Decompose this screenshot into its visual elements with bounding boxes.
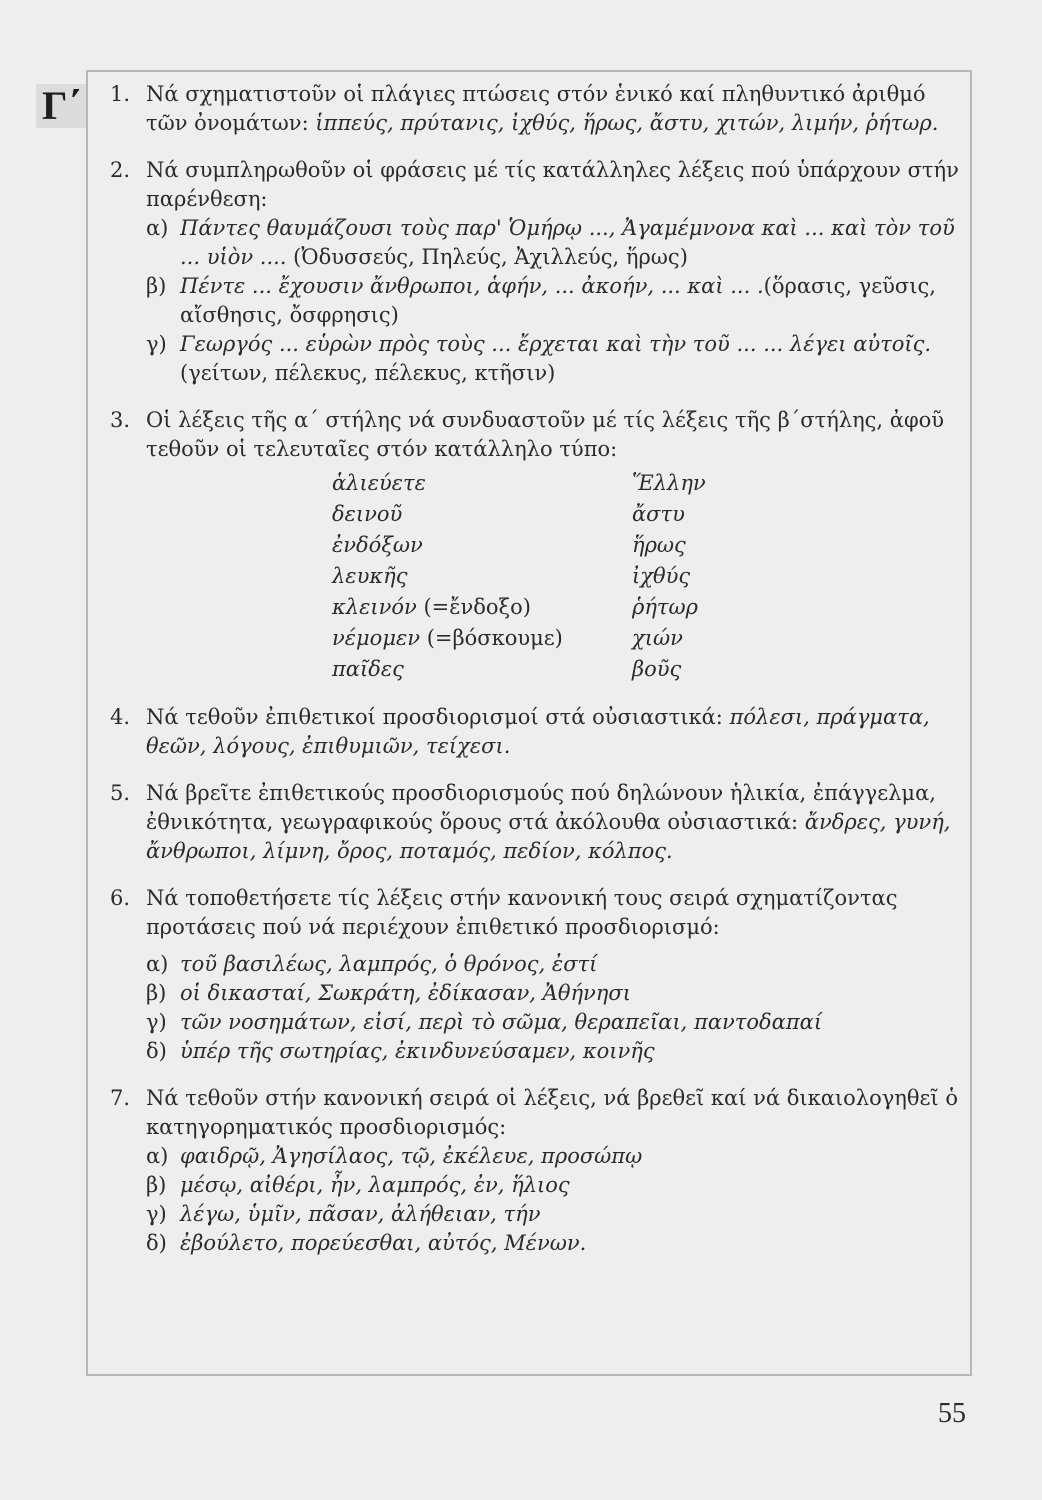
sub-item-label: δ) bbox=[146, 1039, 167, 1063]
sentence: Γεωργός ... εὑρὼν πρὸς τοὺς ... ἔρχεται καὶ τὴν τοῦ ... ... λέγει αὐτοῖς. bbox=[180, 332, 932, 356]
column-b-word: ἥρως bbox=[632, 533, 686, 557]
word-sequence: φαιδρῷ, Ἀγησίλαος, τῷ, ἐκέλευε, προσώπῳ bbox=[180, 1144, 643, 1168]
exercise-number: 5. bbox=[110, 781, 131, 805]
word-sequence: λέγω, ὑμῖν, πᾶσαν, ἀλήθειαν, τήν bbox=[180, 1202, 541, 1226]
sub-item bbox=[146, 950, 962, 979]
column-a-word: δεινοῦ bbox=[332, 502, 403, 526]
instruction: Νά βρεῖτε ἐπιθετικούς προσδιορισμούς πού δηλώνουν ἡλικία, ἐπάγγελμα, ἐθνικότητα, γεωγραφικούς ὅρους στά ἀκόλουθα οὐσιαστικά: bbox=[146, 781, 936, 834]
word-sequence: τοῦ βασιλέως, λαμπρός, ὁ θρόνος, ἐστί bbox=[180, 952, 598, 976]
sub-item-label: δ) bbox=[146, 1231, 167, 1255]
sub-item-label: α) bbox=[146, 952, 169, 976]
sub-item bbox=[146, 1229, 962, 1258]
sub-items bbox=[146, 1142, 962, 1258]
word-list: ἱππεύς, πρύτανις, ἰχθύς, ἥρως, ἄστυ, χιτών, λιμήν, ῥήτωρ. bbox=[315, 111, 939, 135]
matching-columns bbox=[332, 468, 962, 685]
sentence: Πάντες θαυμάζουσι τοὺς παρ' Ὁμήρῳ ..., Ἀγαμέμνονα καὶ ... καὶ τὸν τοῦ ... υἱὸν .... bbox=[180, 216, 955, 269]
sub-item bbox=[146, 1008, 962, 1037]
column-a-word bbox=[332, 592, 632, 623]
exercise-number: 4. bbox=[110, 705, 131, 729]
page-number: 55 bbox=[938, 1398, 966, 1429]
sub-item-c bbox=[146, 330, 962, 388]
exercise-5 bbox=[100, 779, 962, 866]
sub-item-label: γ) bbox=[146, 1202, 167, 1226]
word: κλεινόν bbox=[332, 595, 417, 619]
column-b-word: ἰχθύς bbox=[632, 564, 691, 588]
word-sequence: μέσῳ, αἰθέρι, ἦν, λαμπρός, ἐν, ἥλιος bbox=[180, 1173, 570, 1197]
exercise-number: 1. bbox=[110, 82, 131, 106]
column-a bbox=[332, 468, 632, 685]
exercise-number: 3. bbox=[110, 408, 131, 432]
sub-item-label: γ) bbox=[146, 1010, 167, 1034]
instruction: Νά σχηματιστοῦν οἱ πλάγιες πτώσεις στόν ἑνικό καί πληθυντικό ἀριθμό τῶν ὀνομάτων: bbox=[146, 82, 926, 135]
sub-item bbox=[146, 1171, 962, 1200]
exercise-1 bbox=[100, 80, 962, 138]
exercise-4 bbox=[100, 703, 962, 761]
sub-item bbox=[146, 1200, 962, 1229]
column-b bbox=[632, 468, 832, 685]
sub-item-label: β) bbox=[146, 1173, 167, 1197]
sub-item-b bbox=[146, 272, 962, 330]
column-a-word: παῖδες bbox=[332, 657, 404, 681]
exercise-number: 6. bbox=[110, 886, 131, 910]
exercise-text bbox=[146, 779, 962, 866]
word-options: (γείτων, πέλεκυς, πέλεκυς, κτῆσιν) bbox=[180, 361, 556, 385]
section-letter: Γ΄ bbox=[36, 84, 87, 128]
column-a-word: λευκῆς bbox=[332, 564, 408, 588]
instruction: Οἱ λέξεις τῆς α΄ στήλης νά συνδυαστοῦν μέ τίς λέξεις τῆς β΄στήλης, ἀφοῦ τεθοῦν οἱ τελευταῖες στόν κατάλληλο τύπο: bbox=[146, 408, 945, 461]
sub-item-label: β) bbox=[146, 274, 167, 298]
column-b-word: βοῦς bbox=[632, 657, 682, 681]
column-b-word: χιών bbox=[632, 626, 683, 650]
word-options: (Ὀδυσσεύς, Πηλεύς, Ἀχιλλεύς, ἥρως) bbox=[286, 245, 688, 269]
column-a-word bbox=[332, 623, 632, 654]
word-sequence: τῶν νοσημάτων, εἰσί, περὶ τὸ σῶμα, θεραπεῖαι, παντοδαπαί bbox=[180, 1010, 823, 1034]
exercise-number: 2. bbox=[110, 158, 131, 182]
word-sequence: ἐβούλετο, πορεύεσθαι, αὐτός, Μένων. bbox=[180, 1231, 587, 1255]
column-b-word: Ἕλλην bbox=[632, 471, 706, 495]
sub-item-label: γ) bbox=[146, 332, 167, 356]
gloss: (=βόσκουμε) bbox=[420, 626, 563, 650]
exercise-text bbox=[146, 80, 962, 138]
word: νέμομεν bbox=[332, 626, 421, 650]
exercise-6 bbox=[100, 884, 962, 1066]
sentence: Πέντε ... ἔχουσιν ἄνθρωποι, ἁφήν, ... ἀκοήν, ... καὶ ... . bbox=[180, 274, 764, 298]
sub-item-a bbox=[146, 214, 962, 272]
column-a-word: ἐνδόξων bbox=[332, 533, 423, 557]
instruction: Νά τεθοῦν ἐπιθετικοί προσδιορισμοί στά οὐσιαστικά: bbox=[146, 705, 730, 729]
instruction: Νά συμπληρωθοῦν οἱ φράσεις μέ τίς κατάλληλες λέξεις πού ὑπάρχουν στήν παρένθεση: bbox=[146, 158, 959, 211]
column-b-word: ῥήτωρ bbox=[632, 595, 699, 619]
instruction: Νά τοποθετήσετε τίς λέξεις στήν κανονική τους σειρά σχηματίζοντας προτάσεις πού νά περιέχουν ἐπιθετικό προσδιορισμό: bbox=[146, 886, 898, 939]
column-a-word: ἁλιεύετε bbox=[332, 471, 426, 495]
sub-item bbox=[146, 1142, 962, 1171]
sub-items bbox=[146, 950, 962, 1066]
exercise-7 bbox=[100, 1084, 962, 1258]
sub-items bbox=[146, 214, 962, 388]
word-sequence: ὑπέρ τῆς σωτηρίας, ἐκινδυνεύσαμεν, κοινῆς bbox=[180, 1039, 655, 1063]
sub-item bbox=[146, 1037, 962, 1066]
exercise-text bbox=[146, 703, 962, 761]
sub-item-label: α) bbox=[146, 1144, 169, 1168]
word-options: (ὅρασις, γεῦσις, αἴσθησις, ὄσφρησις) bbox=[180, 274, 936, 327]
exercise-number: 7. bbox=[110, 1086, 131, 1110]
sub-item-label: α) bbox=[146, 216, 169, 240]
sub-item bbox=[146, 979, 962, 1008]
word-list: πόλεσι, πράγματα, θεῶν, λόγους, ἐπιθυμιῶν, τείχεσι. bbox=[146, 705, 930, 758]
word-sequence: οἱ δικασταί, Σωκράτη, ἐδίκασαν, Ἀθήνησι bbox=[180, 981, 631, 1005]
column-b-word: ἄστυ bbox=[632, 502, 685, 526]
sub-item-label: β) bbox=[146, 981, 167, 1005]
exercise-list bbox=[100, 80, 962, 1276]
instruction: Νά τεθοῦν στήν κανονική σειρά οἱ λέξεις, νά βρεθεῖ καί νά δικαιολογηθεῖ ὁ κατηγορηματικός προσδιορισμός: bbox=[146, 1086, 958, 1139]
exercise-3 bbox=[100, 406, 962, 685]
exercise-2 bbox=[100, 156, 962, 388]
gloss: (=ἔνδοξο) bbox=[416, 595, 531, 619]
word-list: ἄνδρες, γυνή, ἄνθρωποι, λίμνη, ὄρος, ποταμός, πεδίον, κόλπος. bbox=[146, 810, 951, 863]
